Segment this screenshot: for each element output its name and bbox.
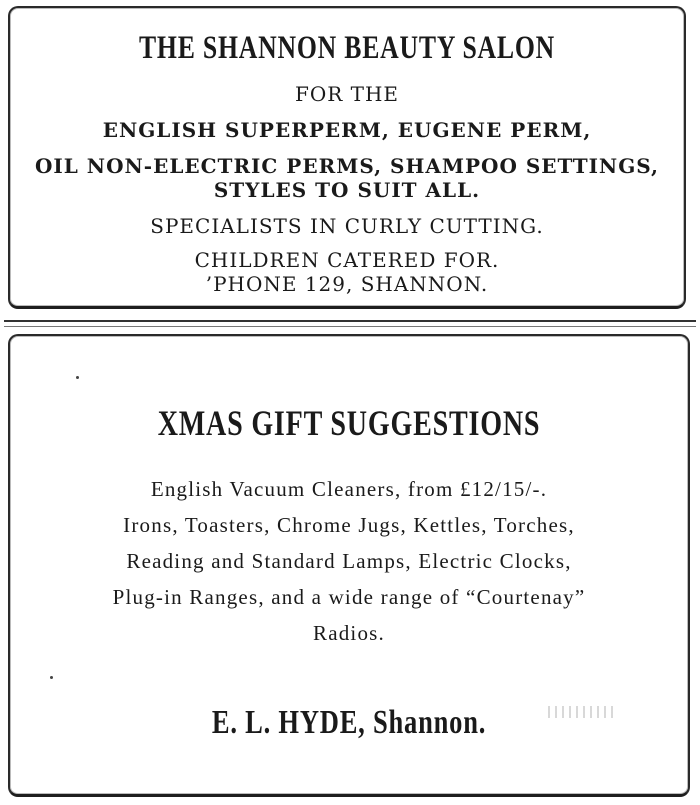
- print-smudge: [548, 706, 618, 718]
- gift-ad-title: XMAS GIFT SUGGESTIONS: [157, 403, 541, 443]
- column-divider: [4, 326, 696, 327]
- print-speck: [76, 376, 79, 379]
- gift-ad-line: Radios.: [313, 621, 385, 645]
- salon-ad-title: THE SHANNON BEAUTY SALON: [138, 30, 556, 66]
- gift-ad-line: Reading and Standard Lamps, Electric Clocks,: [126, 549, 572, 573]
- gift-ad-signature: E. L. HYDE, Shannon.: [211, 704, 487, 741]
- salon-ad-phone: ’PHONE 129, SHANNON.: [205, 272, 489, 296]
- print-speck: [50, 676, 53, 679]
- salon-ad-line: CHILDREN CATERED FOR.: [194, 248, 500, 272]
- salon-ad-line: ENGLISH SUPERPERM, EUGENE PERM,: [102, 118, 592, 142]
- salon-advertisement: [8, 6, 686, 309]
- salon-ad-line: OIL NON-ELECTRIC PERMS, SHAMPOO SETTINGS,: [35, 154, 659, 178]
- salon-ad-line: SPECIALISTS IN CURLY CUTTING.: [150, 214, 544, 238]
- gift-ad-line: English Vacuum Cleaners, from £12/15/-.: [150, 477, 548, 501]
- gift-advertisement: [8, 334, 690, 797]
- gift-ad-line: Plug-in Ranges, and a wide range of “Courtenay”: [112, 585, 586, 609]
- column-divider: [4, 320, 696, 322]
- salon-ad-line: FOR THE: [294, 82, 400, 106]
- gift-ad-line: Irons, Toasters, Chrome Jugs, Kettles, Torches,: [123, 513, 575, 537]
- salon-ad-line: STYLES TO SUIT ALL.: [213, 178, 481, 202]
